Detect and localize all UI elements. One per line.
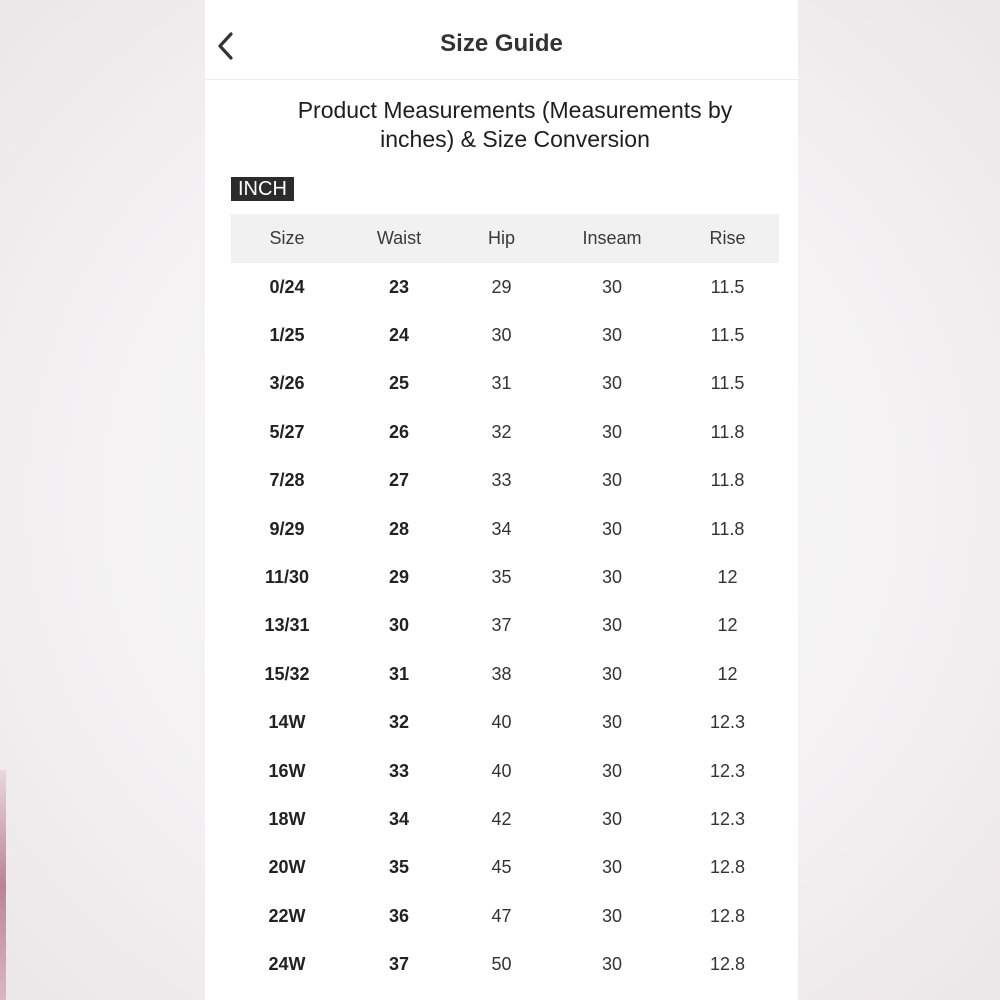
table-row: [231, 602, 779, 650]
cell-inseam: 30: [601, 954, 623, 975]
cell-waist: 34: [388, 808, 410, 829]
cell-hip: 30: [491, 325, 512, 346]
table-header-row: [231, 214, 779, 263]
cell-rise: 12.8: [709, 954, 746, 975]
cell-waist: 23: [388, 276, 410, 297]
cell-size: 14W: [268, 712, 306, 733]
cell-rise: 11.5: [710, 373, 745, 394]
cell-size: 22W: [268, 905, 306, 926]
cell-size: 13/31: [264, 615, 310, 636]
cell-waist: 27: [388, 470, 410, 491]
cell-rise: 12: [717, 615, 738, 636]
cell-hip: 40: [491, 760, 512, 781]
cell-size: 3/26: [269, 373, 305, 394]
cell-waist: 32: [388, 712, 410, 733]
backdrop-edge-strip: [0, 770, 6, 1000]
cell-size: 18W: [268, 808, 306, 829]
cell-inseam: 30: [601, 325, 623, 346]
cell-rise: 12: [717, 663, 738, 684]
cell-waist: 28: [388, 518, 410, 539]
cell-inseam: 30: [601, 615, 623, 636]
measurements-subtitle: Product Measurements (Measurements by inches) & Size Conversion: [297, 97, 733, 152]
cell-size: 11/30: [264, 567, 310, 588]
table-row: [231, 699, 779, 747]
cell-waist: 35: [388, 857, 410, 878]
column-header-rise: Rise: [709, 228, 746, 248]
cell-rise: 11.8: [710, 518, 745, 539]
unit-tab-inch[interactable]: INCH: [231, 177, 294, 201]
cell-waist: 26: [388, 421, 410, 442]
table-body: [231, 263, 779, 989]
cell-hip: 38: [491, 663, 512, 684]
cell-waist: 37: [388, 954, 410, 975]
size-table: [231, 214, 779, 989]
cell-rise: 12.8: [709, 905, 746, 926]
cell-rise: 12.3: [709, 712, 746, 733]
cell-inseam: 30: [601, 712, 623, 733]
cell-hip: 29: [491, 276, 512, 297]
table-row: [231, 457, 779, 505]
cell-hip: 45: [491, 857, 512, 878]
cell-inseam: 30: [601, 663, 623, 684]
cell-waist: 29: [388, 567, 410, 588]
cell-rise: 12.8: [709, 857, 746, 878]
cell-inseam: 30: [601, 518, 623, 539]
cell-rise: 12.3: [709, 808, 746, 829]
column-header-inseam: Inseam: [582, 228, 642, 248]
table-row: [231, 263, 779, 311]
cell-rise: 12.3: [709, 760, 746, 781]
size-guide-screen: [205, 0, 798, 1000]
cell-size: 9/29: [269, 518, 305, 539]
cell-inseam: 30: [601, 276, 623, 297]
cell-size: 7/28: [269, 470, 305, 491]
table-row: [231, 553, 779, 601]
cell-inseam: 30: [601, 808, 623, 829]
cell-waist: 24: [388, 325, 410, 346]
cell-rise: 11.8: [710, 470, 745, 491]
cell-hip: 32: [491, 421, 512, 442]
table-row: [231, 747, 779, 795]
table-row: [231, 844, 779, 892]
cell-hip: 34: [491, 518, 512, 539]
cell-hip: 50: [491, 954, 512, 975]
table-row: [231, 360, 779, 408]
cell-size: 15/32: [264, 663, 310, 684]
column-header-size: Size: [269, 228, 305, 248]
cell-size: 5/27: [269, 421, 305, 442]
cell-hip: 42: [491, 808, 512, 829]
cell-hip: 35: [491, 567, 512, 588]
cell-inseam: 30: [601, 373, 623, 394]
cell-hip: 40: [491, 712, 512, 733]
cell-rise: 12: [717, 567, 738, 588]
table-row: [231, 795, 779, 843]
cell-hip: 31: [491, 373, 512, 394]
table-row: [231, 505, 779, 553]
page-title: Size Guide: [440, 30, 563, 57]
table-row: [231, 940, 779, 988]
cell-rise: 11.5: [710, 276, 745, 297]
cell-waist: 25: [388, 373, 410, 394]
cell-hip: 47: [491, 905, 512, 926]
cell-inseam: 30: [601, 470, 623, 491]
cell-inseam: 30: [601, 567, 623, 588]
cell-inseam: 30: [601, 421, 623, 442]
cell-waist: 33: [388, 760, 410, 781]
cell-size: 20W: [268, 857, 306, 878]
cell-rise: 11.5: [710, 325, 745, 346]
header-bar: [205, 0, 798, 80]
cell-size: 24W: [268, 954, 306, 975]
table-row: [231, 408, 779, 456]
cell-size: 16W: [268, 760, 306, 781]
cell-hip: 37: [491, 615, 512, 636]
cell-inseam: 30: [601, 857, 623, 878]
cell-rise: 11.8: [710, 421, 745, 442]
cell-inseam: 30: [601, 760, 623, 781]
cell-waist: 30: [388, 615, 410, 636]
table-row: [231, 650, 779, 698]
column-header-hip: Hip: [487, 228, 515, 248]
table-row: [231, 311, 779, 359]
cell-hip: 33: [491, 470, 512, 491]
cell-inseam: 30: [601, 905, 623, 926]
column-header-waist: Waist: [376, 228, 422, 248]
cell-size: 0/24: [269, 276, 305, 297]
cell-waist: 36: [388, 905, 410, 926]
cell-waist: 31: [388, 663, 410, 684]
cell-size: 1/25: [269, 325, 305, 346]
table-row: [231, 892, 779, 940]
